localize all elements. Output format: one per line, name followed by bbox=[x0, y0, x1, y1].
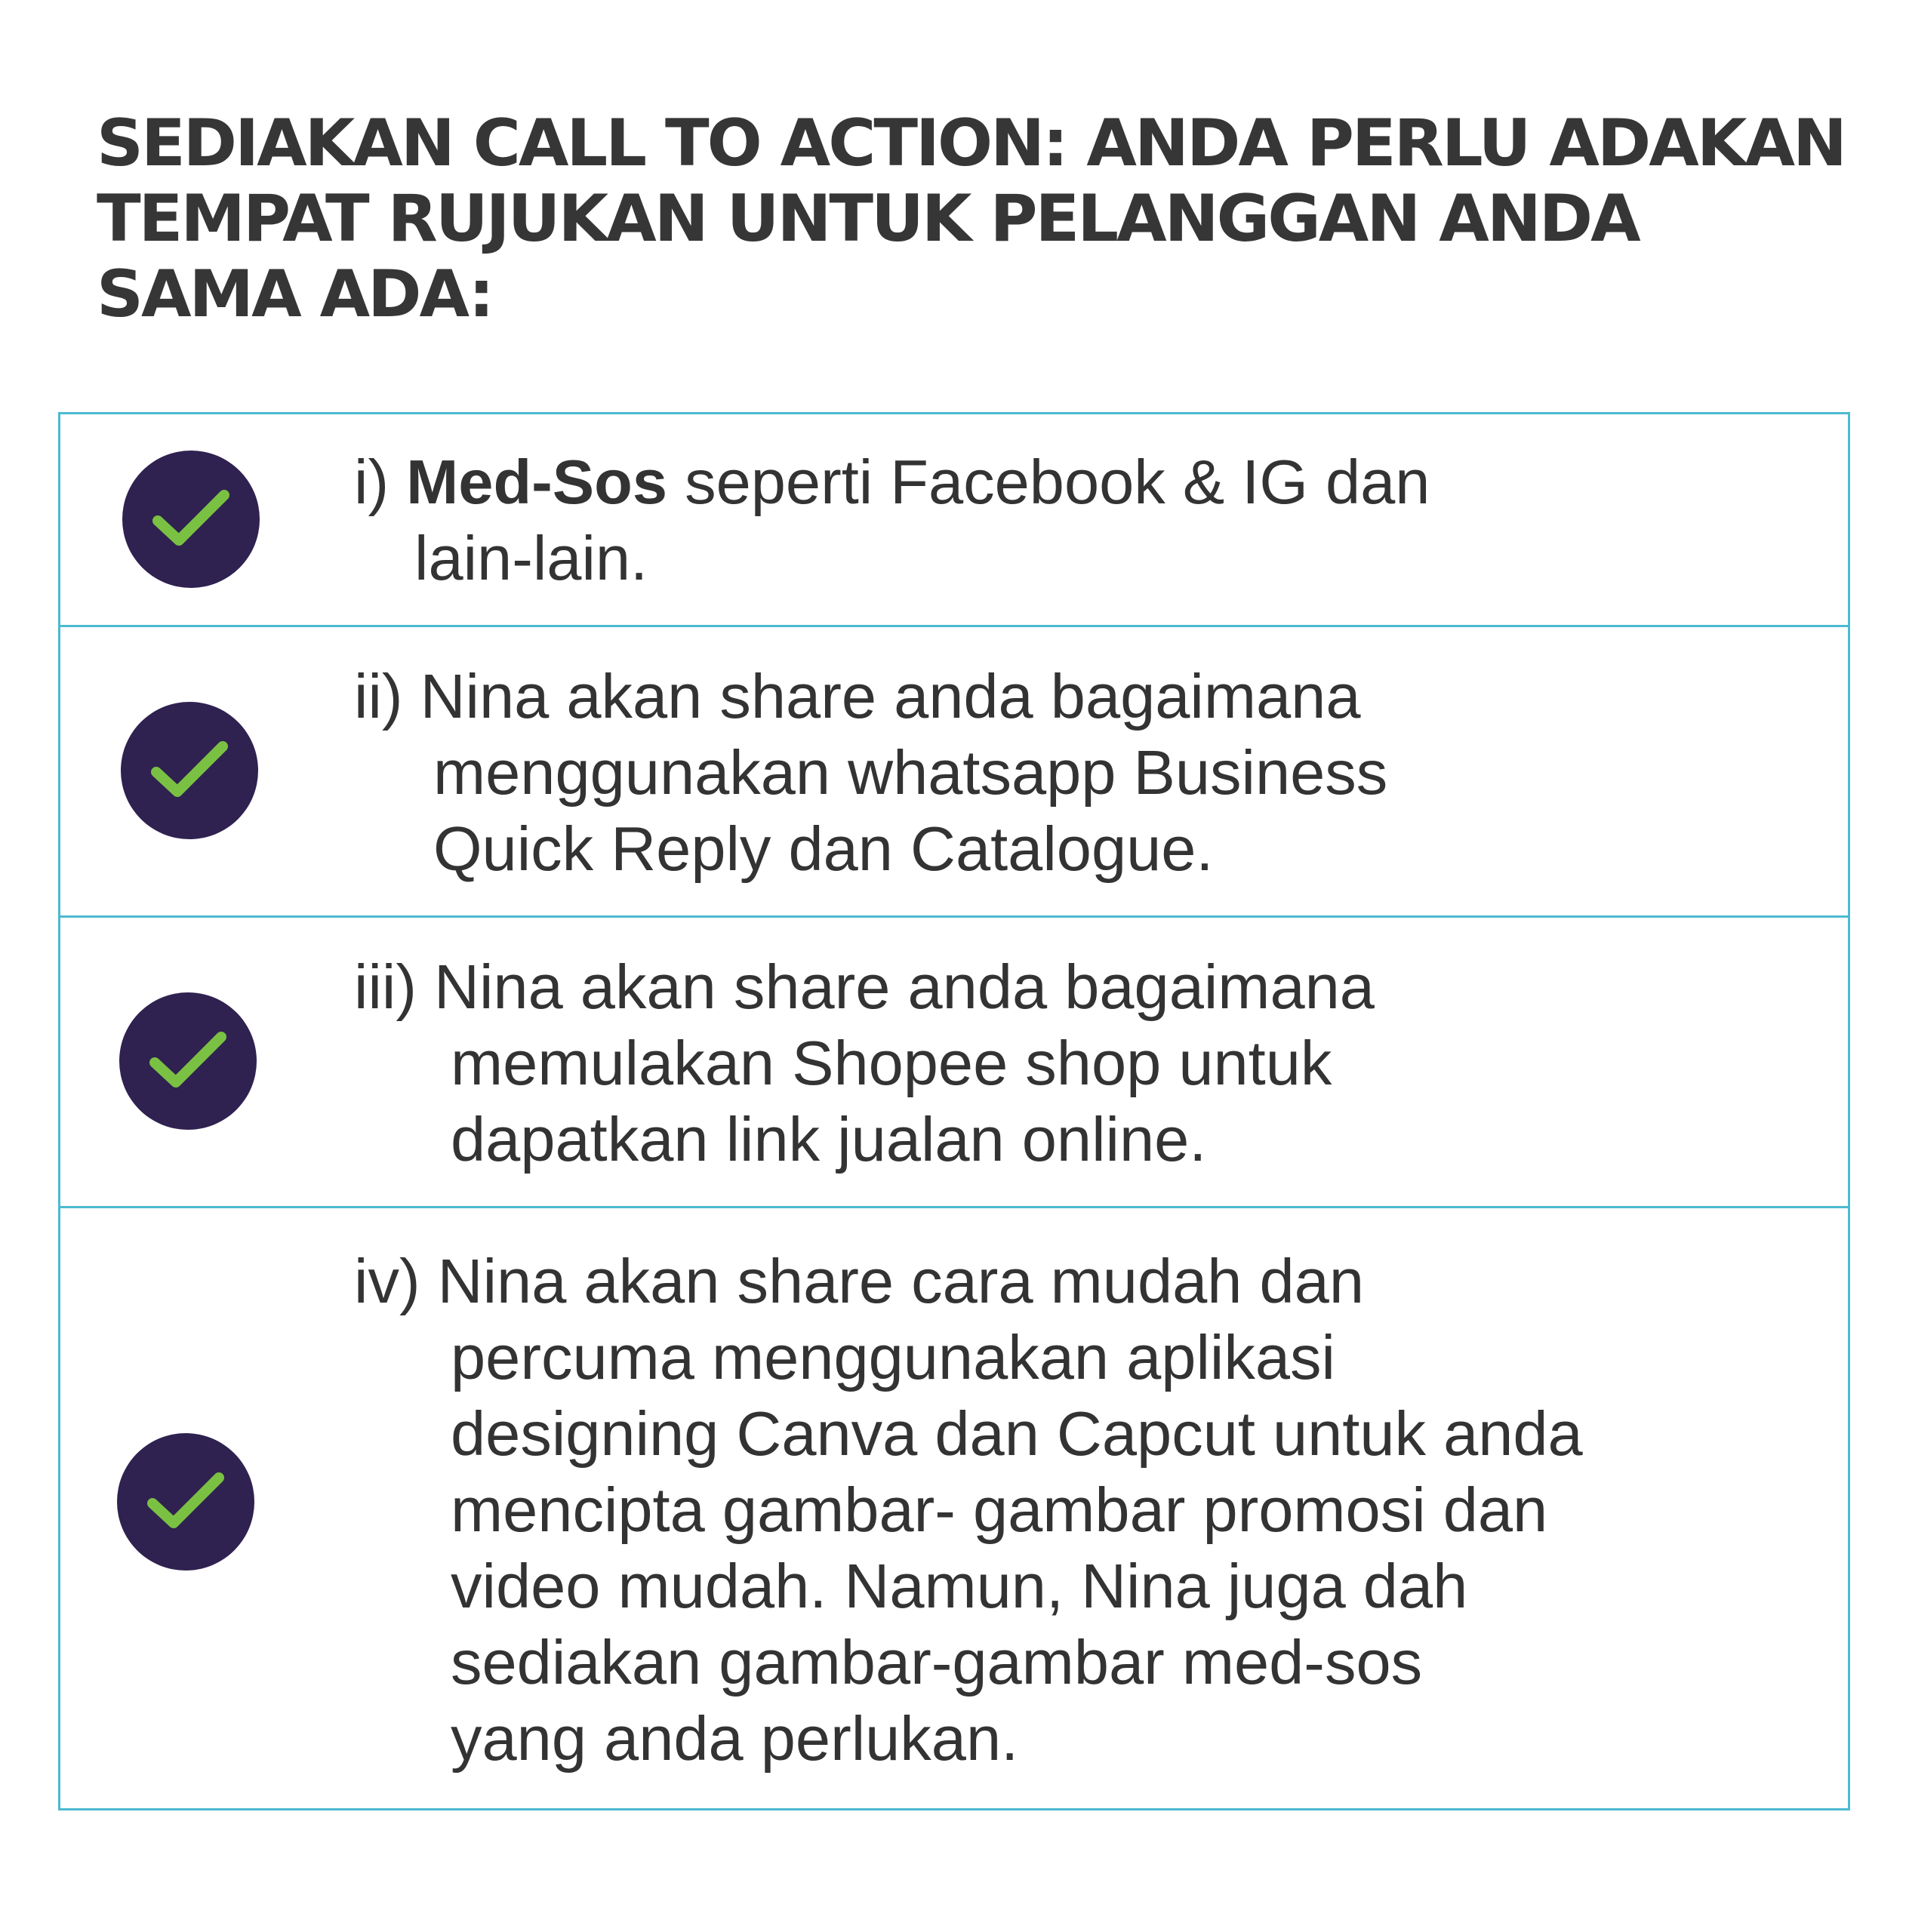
checklist-table bbox=[58, 412, 1850, 1810]
item-continuation-line: menggunakan whatsapp Business bbox=[433, 737, 1388, 808]
item-continuation-line: lain-lain. bbox=[414, 523, 648, 593]
item-continuation-line: sediakan gambar-gambar med-sos bbox=[451, 1627, 1423, 1697]
checklist-item-text bbox=[354, 658, 1387, 887]
item-marker: ii) bbox=[354, 661, 403, 731]
page-heading bbox=[97, 106, 1855, 332]
item-continuation-line: designing Canva dan Capcut untuk anda bbox=[451, 1398, 1583, 1469]
checklist-item-text bbox=[354, 1243, 1583, 1777]
item-first-line: Nina akan share anda bagaimana bbox=[434, 952, 1375, 1022]
check-icon bbox=[119, 992, 257, 1130]
checklist-item-text bbox=[354, 949, 1375, 1177]
checklist-item bbox=[60, 625, 1848, 915]
checklist-item bbox=[60, 915, 1848, 1206]
item-continuation-line: video mudah. Namun, Nina juga dah bbox=[451, 1551, 1468, 1621]
item-continuation-line: dapatkan link jualan online. bbox=[451, 1104, 1207, 1174]
item-first-line: Nina akan share cara mudah dan bbox=[437, 1246, 1364, 1316]
heading-line: SAMA ADA: bbox=[97, 257, 493, 332]
checklist-item bbox=[60, 1206, 1848, 1808]
check-icon bbox=[122, 451, 260, 588]
item-continuation-line: percuma menggunakan aplikasi bbox=[451, 1322, 1335, 1392]
check-icon bbox=[117, 1433, 254, 1571]
item-continuation-line: mencipta gambar- gambar promosi dan bbox=[451, 1475, 1548, 1545]
item-marker: i) bbox=[354, 447, 390, 517]
check-icon bbox=[121, 702, 258, 839]
item-continuation-line: yang anda perlukan. bbox=[451, 1703, 1019, 1774]
item-continuation-line: Quick Reply dan Catalogue. bbox=[433, 814, 1214, 884]
item-first-line: Nina akan share anda bagaimana bbox=[420, 661, 1361, 731]
item-marker: iii) bbox=[354, 952, 417, 1022]
heading-line: TEMPAT RUJUKAN UNTUK PELANGGAN ANDA bbox=[97, 181, 1639, 257]
item-bold-term: Med-Sos bbox=[406, 447, 668, 517]
item-continuation-line: memulakan Shopee shop untuk bbox=[451, 1028, 1332, 1098]
checklist-item-text bbox=[354, 444, 1430, 596]
item-first-line: seperti Facebook & IG dan bbox=[685, 447, 1430, 517]
item-marker: iv) bbox=[354, 1246, 420, 1316]
checklist-item bbox=[60, 414, 1848, 625]
heading-line: SEDIAKAN CALL TO ACTION: ANDA PERLU ADAKAN bbox=[97, 106, 1846, 181]
